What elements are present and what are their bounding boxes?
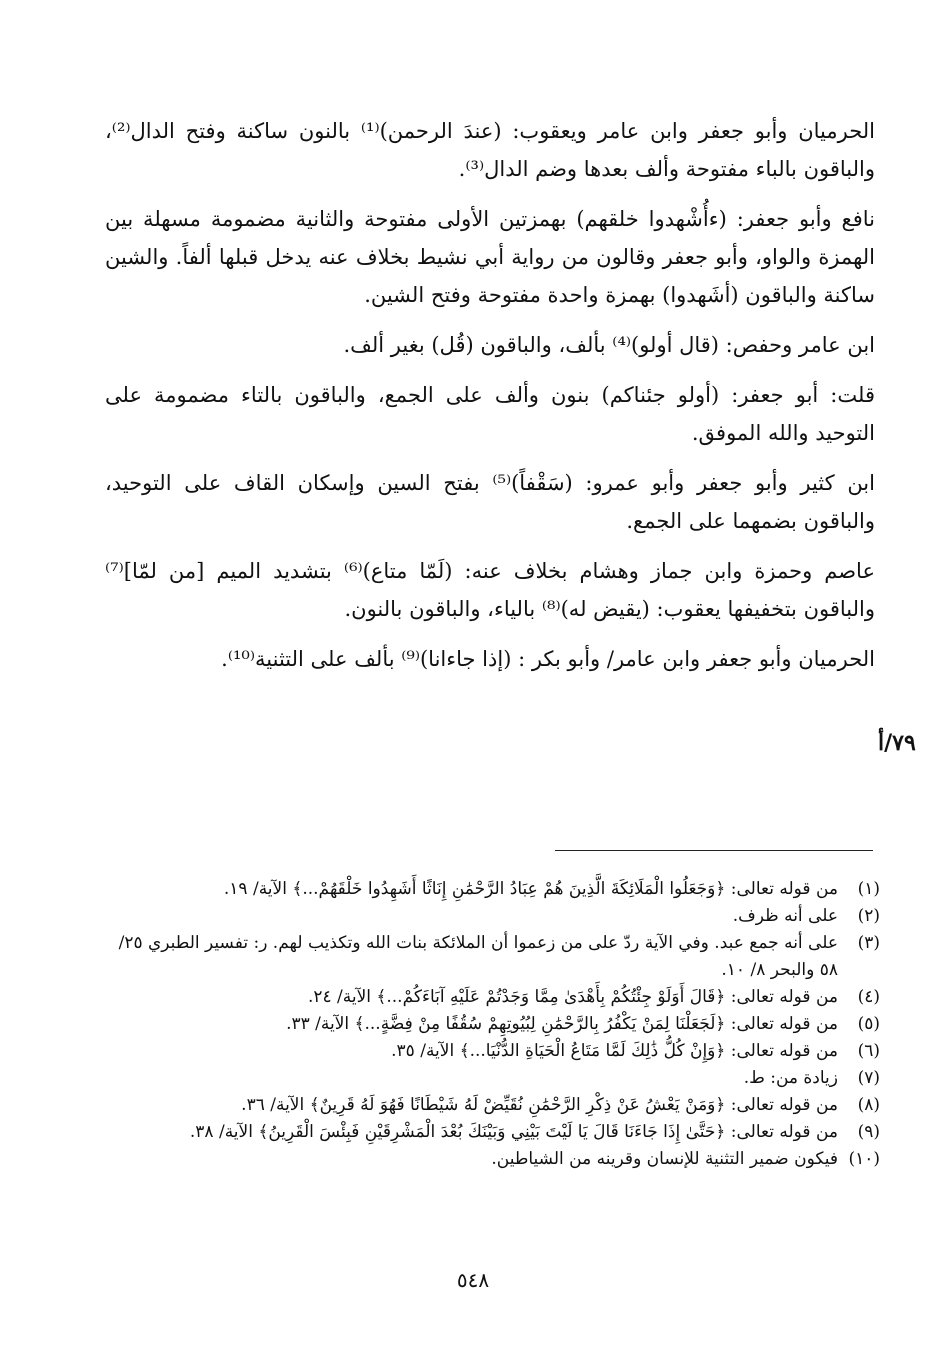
footnote-text: من قوله تعالى: ﴿وَمَنْ يَعْشُ عَنْ ذِكْرِ الرَّحْمَٰنِ نُقَيِّضْ لَهُ شَيْطَانًا فَهُوَ لَهُ قَرِينٌ﴾ الآية/ ٣٦.: [241, 1095, 838, 1115]
paragraph-2: نافع وأبو جعفر: (ءأُشْهدوا خلقهم) بهمزتين الأولى مفتوحة والثانية مضمومة مسهلة بين الهمزة والواو، وأبو جعفر وقالون من رواية أبي نشيط بخلاف عنه يدخل قبلها ألفاً. والشين ساكنة والباقون (أشَهدوا) بهمزة واحدة مفتوحة وفتح الشين.: [105, 207, 875, 307]
page-number: ٥٤٨: [456, 1268, 490, 1292]
main-text: [105, 112, 875, 690]
footnote-item: [110, 1146, 880, 1173]
footnote-text: من قوله تعالى: ﴿وَإِنْ كُلُّ ذَٰلِكَ لَمَّا مَتَاعُ الْحَيَاةِ الدُّنْيَا...﴾ الآية/ ٣٥.: [391, 1041, 838, 1061]
footnote-text: من قوله تعالى: ﴿قَالَ أَوَلَوْ جِئْتُكُمْ بِأَهْدَىٰ مِمَّا وَجَدْتُمْ عَلَيْهِ آبَاءَكُمْ...﴾ الآية/ ٢٤.: [307, 987, 838, 1007]
footnote-number: (١): [857, 879, 880, 899]
footnote-text: على أنه جمع عبد. وفي الآية ردّ على من زعموا أن الملائكة بنات الله وتكذيب لهم. ر: تفسير الطبري ٢٥/ ٥٨ والبحر ٨/ ١٠.: [118, 933, 838, 980]
footnote-number: (٥): [857, 1014, 880, 1034]
footnote-item: [110, 984, 880, 1011]
paragraph-4: قلت: أبو جعفر: (أولو جئناكم) بنون وألف على الجمع، والباقون بالتاء مضمومة على التوحيد والله الموفق.: [105, 383, 875, 445]
paragraph-1: الحرميان وأبو جعفر وابن عامر ويعقوب: (عندَ الرحمن)⁽¹⁾ بالنون ساكنة وفتح الدال⁽²⁾، والباقون بالباء مفتوحة وألف بعدها وضم الدال⁽³⁾.: [105, 119, 875, 181]
footnote-text: فيكون ضمير التثنية للإنسان وقرينه من الشياطين.: [491, 1149, 838, 1169]
footnotes: [110, 876, 880, 1173]
footnote-divider: [555, 850, 873, 851]
footnote-text: على أنه ظرف.: [732, 906, 838, 926]
footnote-number: (٣): [857, 933, 880, 953]
footnote-item: [110, 1011, 880, 1038]
footnote-text: زيادة من: ط.: [743, 1068, 838, 1088]
footnote-number: (٩): [857, 1122, 880, 1142]
paragraph-3: ابن عامر وحفص: (قال أولو)⁽⁴⁾ بألف، والباقون (قُل) بغير ألف.: [343, 333, 875, 357]
paragraph-5: ابن كثير وأبو جعفر وأبو عمرو: (سَقْفاً)⁽⁵⁾ بفتح السين وإسكان القاف على التوحيد، والباقون بضمهما على الجمع.: [105, 471, 875, 533]
footnote-item: [110, 930, 880, 984]
footnote-item: [110, 876, 880, 903]
footnote-number: (١٠): [848, 1149, 880, 1169]
paragraph-6: عاصم وحمزة وابن جماز وهشام بخلاف عنه: (لَمّا متاع)⁽⁶⁾ بتشديد الميم [من لمّا]⁽⁷⁾ والباقون بتخفيفها يعقوب: (يقيض له)⁽⁸⁾ بالياء، والباقون بالنون.: [105, 559, 875, 621]
footnote-item: [110, 903, 880, 930]
footnote-item: [110, 1092, 880, 1119]
footnote-number: (٢): [857, 906, 880, 926]
footnote-item: [110, 1065, 880, 1092]
footnote-number: (٤): [857, 987, 880, 1007]
footnote-number: (٧): [857, 1068, 880, 1088]
manuscript-folio-mark: ٧٩/أ: [878, 730, 916, 756]
paragraph-7: الحرميان وأبو جعفر وابن عامر/ وأبو بكر : (إذا جاءانا)⁽⁹⁾ بألف على التثنية⁽¹⁰⁾.: [221, 647, 875, 671]
footnote-text: من قوله تعالى: ﴿لَجَعَلْنَا لِمَنْ يَكْفُرُ بِالرَّحْمَٰنِ لِبُيُوتِهِمْ سُقُفًا مِنْ فِضَّةٍ...﴾ الآية/ ٣٣.: [286, 1014, 838, 1034]
footnote-number: (٦): [857, 1041, 880, 1061]
footnote-item: [110, 1119, 880, 1146]
footnote-text: من قوله تعالى: ﴿حَتَّىٰ إِذَا جَاءَنَا قَالَ يَا لَيْتَ بَيْنِي وَبَيْنَكَ بُعْدَ الْمَشْرِقَيْنِ فَبِئْسَ الْقَرِينُ﴾ الآية/ ٣٨.: [189, 1122, 838, 1142]
footnote-number: (٨): [857, 1095, 880, 1115]
footnote-item: [110, 1038, 880, 1065]
footnote-text: من قوله تعالى: ﴿وَجَعَلُوا الْمَلَائِكَةَ الَّذِينَ هُمْ عِبَادُ الرَّحْمَٰنِ إِنَاثًا أَشَهِدُوا خَلْقَهُمْ...﴾ الآية/ ١٩.: [223, 879, 838, 899]
